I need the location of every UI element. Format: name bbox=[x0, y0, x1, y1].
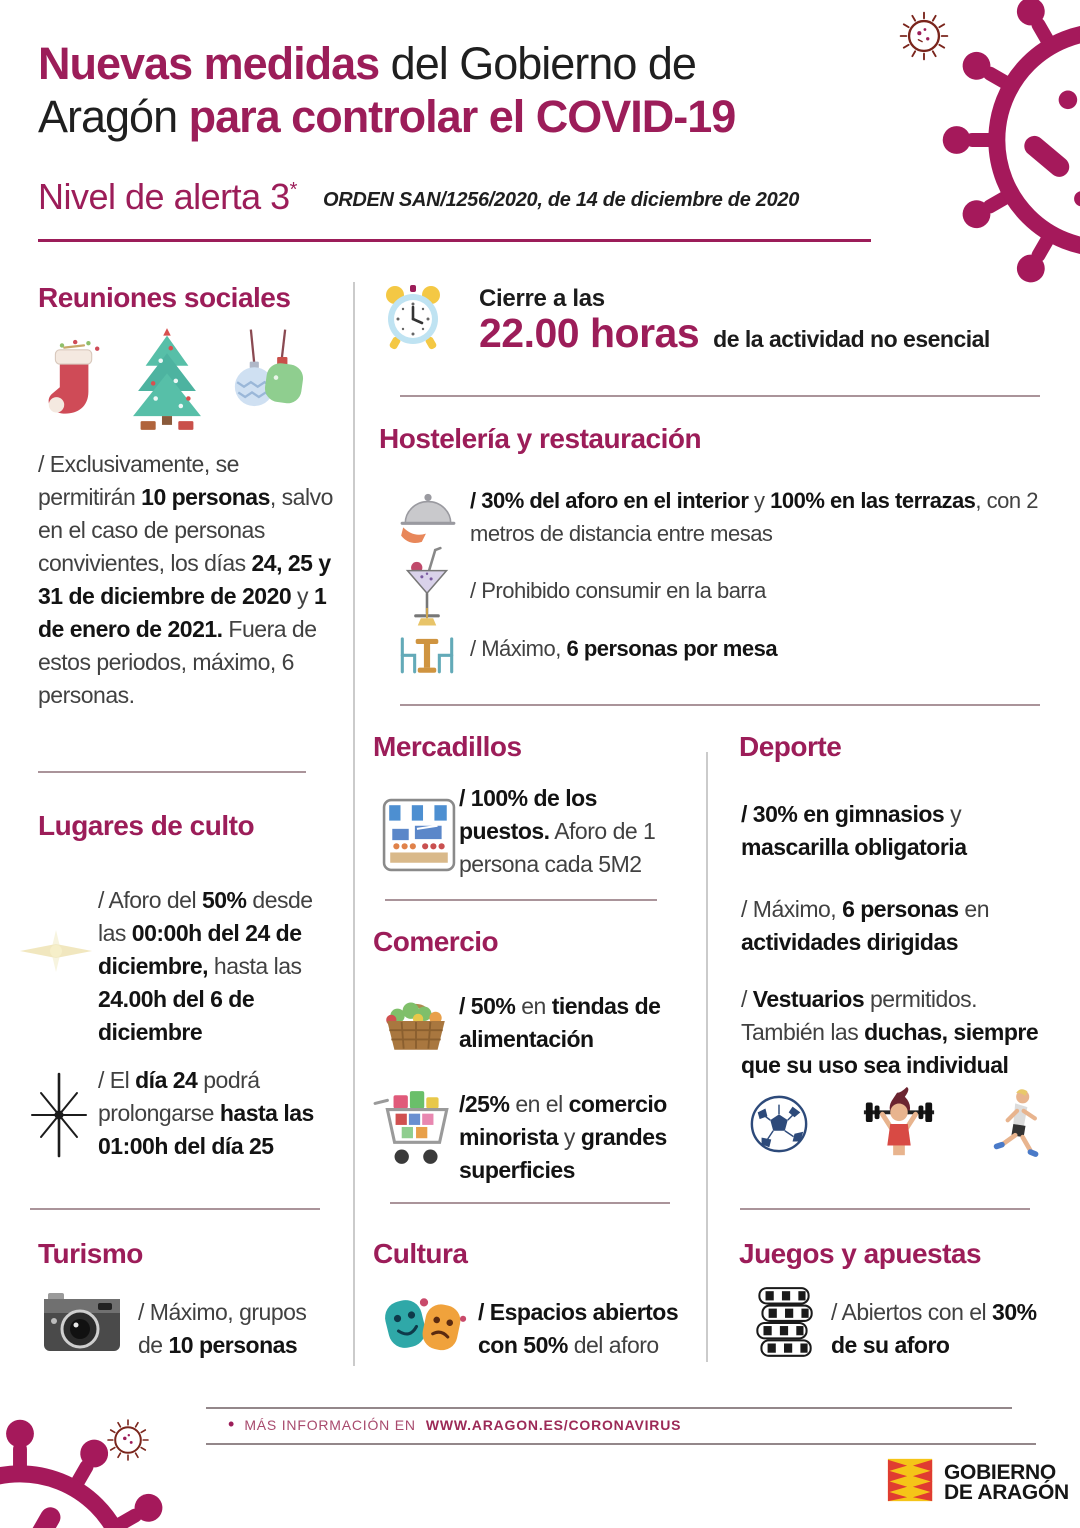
hosteleria-item-2: / Prohibido consumir en la barra bbox=[470, 578, 766, 603]
turismo-item: / Máximo, grupos de 10 personas bbox=[138, 1299, 307, 1358]
theater-masks-icon bbox=[376, 1288, 472, 1367]
section-title-reuniones: Reuniones sociales bbox=[38, 282, 291, 313]
table-chairs-icon bbox=[392, 608, 462, 685]
mercadillos-item: / 100% de los puestos. Aforo de 1 persona cada 5M2 bbox=[459, 785, 656, 877]
section-title-comercio: Comercio bbox=[373, 926, 499, 957]
lugares-item-2: / El día 24 podrá prolongarse hasta las 01:00h del día 25 bbox=[98, 1067, 314, 1159]
cultura-item: / Espacios abiertos con 50% del aforo bbox=[478, 1299, 679, 1358]
star-glow-icon bbox=[18, 918, 94, 989]
serving-cloche-icon bbox=[397, 486, 459, 549]
deporte-item-3: / Vestuarios permitidos. También las duchas, siempre que su uso sea individual bbox=[741, 986, 1039, 1078]
gobierno-aragon-logo bbox=[886, 1456, 1069, 1509]
divider-right-column bbox=[706, 752, 708, 1362]
section-title-mercadillos: Mercadillos bbox=[373, 731, 522, 762]
juegos-item: / Abiertos con el 30% de su aforo bbox=[831, 1299, 1037, 1358]
deporte-item-2: / Máximo, 6 personas en actividades dirigidas bbox=[741, 896, 990, 955]
page-title bbox=[38, 38, 898, 143]
section-title-turismo: Turismo bbox=[38, 1238, 143, 1269]
coronavirus-large-bottom-icon bbox=[0, 1412, 190, 1528]
alert-asterisk: * bbox=[289, 179, 297, 201]
shopping-cart-icon bbox=[371, 1086, 457, 1175]
market-stall-icon bbox=[382, 798, 456, 877]
section-title-deporte: Deporte bbox=[739, 731, 842, 762]
comercio-item-2: /25% en el comercio minorista y grandes superficies bbox=[459, 1091, 667, 1183]
comercio-item-1: / 50% en tiendas de alimentación bbox=[459, 993, 661, 1052]
footer-bullet: • bbox=[228, 1414, 235, 1434]
camera-icon bbox=[42, 1286, 122, 1365]
order-reference: ORDEN SAN/1256/2020, de 14 de diciembre de 2020 bbox=[322, 189, 800, 211]
divider-comercio bbox=[390, 1202, 670, 1204]
poker-chips-icon bbox=[751, 1284, 817, 1369]
title-accent-1: Nuevas medidas bbox=[38, 38, 380, 89]
coronavirus-outline-small-bottom-icon bbox=[104, 1416, 152, 1464]
header-divider bbox=[38, 239, 871, 242]
logo-line-1: GOBIERNO bbox=[944, 1460, 1056, 1484]
hosteleria-item-1: / 30% del aforo en el interior y 100% en las terrazas, con 2 metros de distancia entre mesas bbox=[470, 488, 1038, 546]
section-title-cultura: Cultura bbox=[373, 1238, 468, 1269]
christmas-ornaments-icon bbox=[228, 329, 308, 438]
section-title-hosteleria: Hostelería y restauración bbox=[379, 423, 702, 454]
food-basket-icon bbox=[379, 988, 453, 1061]
title-plain-2: Aragón bbox=[38, 90, 189, 142]
christmas-stocking-icon bbox=[40, 337, 106, 438]
closure-row bbox=[479, 310, 990, 357]
logo-line-2: DE ARAGÓN bbox=[944, 1480, 1069, 1504]
divider-hosteleria bbox=[400, 704, 1040, 706]
divider-left-column bbox=[353, 282, 355, 1366]
footer-divider-top bbox=[206, 1407, 1012, 1409]
alert-row bbox=[38, 176, 799, 218]
section-title-juegos: Juegos y apuestas bbox=[739, 1238, 982, 1269]
divider-closure bbox=[400, 395, 1040, 397]
aragon-flag-icon bbox=[886, 1456, 936, 1509]
hosteleria-item-3: / Máximo, 6 personas por mesa bbox=[470, 636, 778, 661]
section-title-lugares: Lugares de culto bbox=[38, 810, 255, 841]
soccer-ball-icon bbox=[748, 1093, 810, 1160]
deporte-icons-row bbox=[748, 1088, 1048, 1164]
divider-mercadillos bbox=[385, 899, 657, 901]
title-accent-2: para controlar el COVID-19 bbox=[188, 90, 736, 142]
star-sparkle-icon bbox=[24, 1072, 94, 1163]
closure-time: 22.00 horas bbox=[479, 310, 700, 356]
christmas-tree-icon bbox=[123, 325, 211, 438]
footer-url-link[interactable]: WWW.ARAGON.ES/CORONAVIRUS bbox=[425, 1416, 682, 1433]
deporte-item-1: / 30% en gimnasios y mascarilla obligatoria bbox=[741, 801, 967, 860]
lugares-item-1: / Aforo del 50% desde las 00:00h del 24 de diciembre, hasta las 24.00h del 6 de diciembre bbox=[98, 887, 313, 1045]
coronavirus-large-icon bbox=[935, 0, 1080, 310]
weightlifter-icon bbox=[856, 1085, 942, 1168]
divider-turismo bbox=[30, 1208, 320, 1210]
closure-intro: Cierre a las bbox=[479, 285, 605, 312]
divider-juegos bbox=[740, 1208, 1030, 1210]
closure-rest: de la actividad no esencial bbox=[713, 326, 990, 352]
footer-info bbox=[228, 1414, 681, 1435]
christmas-icons-row bbox=[40, 330, 308, 438]
reuniones-paragraph: / Exclusivamente, se permitirán 10 personas, salvo en el caso de personas convivientes, los días 24, 25 y 31 de diciembre de 2020 y 1 de enero de 2021. Fuera de estos periodos, máximo, 6 personas. bbox=[38, 451, 333, 708]
divider-reuniones bbox=[38, 771, 306, 773]
runner-icon bbox=[988, 1085, 1048, 1168]
alert-level: Nivel de alerta 3* bbox=[38, 176, 297, 217]
footer-label: MÁS INFORMACIÓN EN bbox=[244, 1416, 416, 1433]
title-rest-1: del Gobierno de bbox=[379, 38, 696, 89]
logo-text bbox=[944, 1460, 1069, 1504]
footer-divider-bottom bbox=[206, 1443, 1036, 1445]
alarm-clock-icon bbox=[381, 280, 445, 357]
